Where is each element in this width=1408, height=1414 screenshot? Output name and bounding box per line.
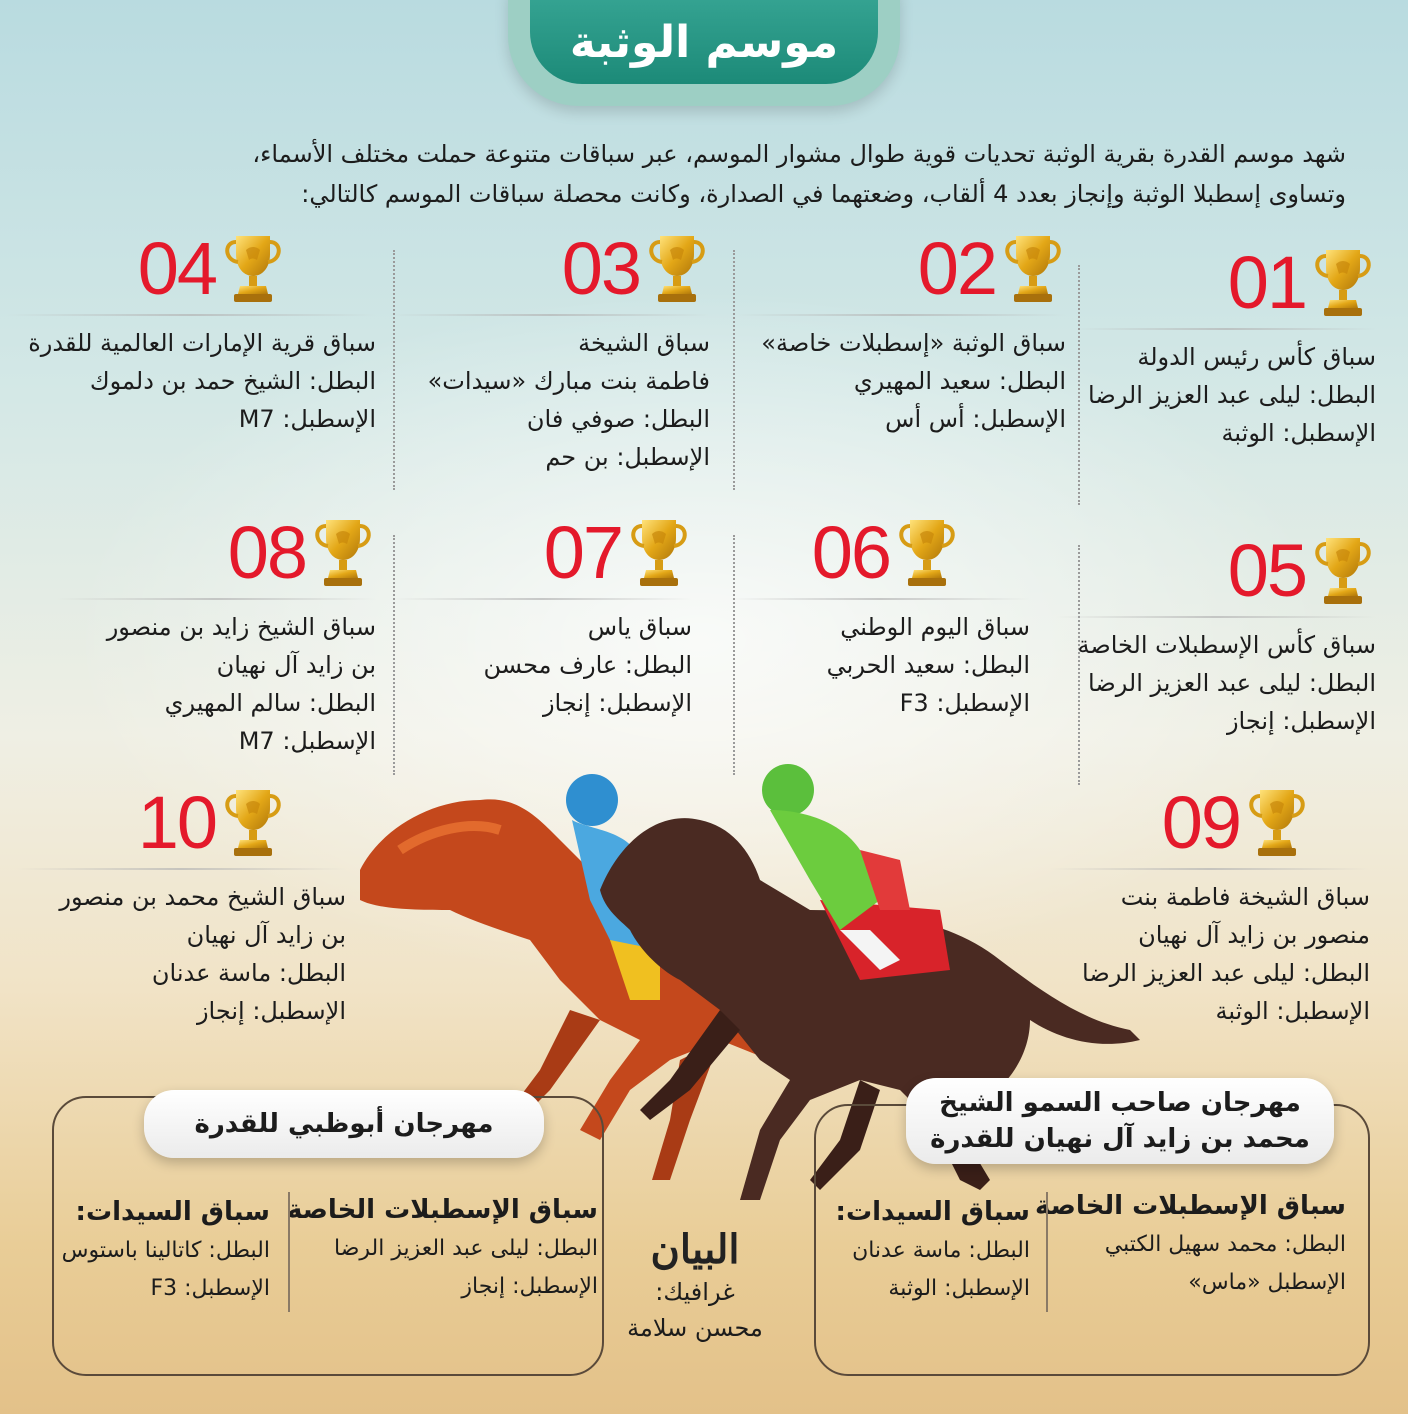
race-stable: الإسطبل: M7 [238,405,376,433]
race-title: سباق كأس رئيس الدولة [1137,343,1376,371]
section-champion: البطل: كاتالينا باستوس [61,1238,270,1263]
race-card-02 [736,228,1066,438]
race-rule [392,598,692,600]
race-champion: البطل: سعيد الحربي [826,651,1030,679]
race-number: 03 [561,227,640,310]
race-rule [16,868,346,870]
trophy-icon [644,230,710,306]
section-champion: البطل: ليلى عبد العزيز الرضا [334,1236,598,1261]
race-champion: البطل: ليلى عبد العزيز الرضا [1088,669,1376,697]
race-number: 02 [917,227,996,310]
race-champion: البطل: سالم المهيري [164,689,376,717]
race-title: سباق الشيخة فاطمة بنت [1120,883,1370,911]
race-champion: البطل: سعيد المهيري [853,367,1066,395]
race-champion: البطل: عارف محسن [483,651,692,679]
trophy-icon [1244,784,1310,860]
graphic-credit [600,1226,790,1346]
trophy-icon [1310,244,1376,320]
race-card-01 [1076,242,1376,452]
race-title: سباق اليوم الوطني [840,613,1030,641]
page-title: موسم الوثبة [569,16,839,68]
race-number: 01 [1227,241,1306,324]
race-rule [736,314,1066,316]
race-header [6,227,376,310]
race-number: 04 [137,227,216,310]
section-stable: الإسطبل: F3 [150,1276,270,1301]
race-card-05 [1056,530,1376,740]
race-header [392,511,692,594]
race-title-cont: بن زايد آل نهيان [216,651,376,679]
race-header [1056,529,1376,612]
race-champion: البطل: ليلى عبد العزيز الرضا [1082,959,1370,987]
race-stable: الإسطبل: إنجاز [196,997,346,1025]
section-stable: الإسطبل «ماس» [1188,1270,1346,1295]
race-card-04 [6,228,376,438]
race-champion: البطل: صوفي فان [526,405,710,433]
mbz-ladies [810,1192,1030,1308]
section-stable: الإسطبل: إنجاز [461,1274,598,1299]
mbz-festival-title [906,1078,1334,1164]
race-rule [56,598,376,600]
race-title: سباق الوثبة «إسطبلات خاصة» [761,329,1066,357]
race-card-07 [392,512,692,722]
festival-title-text: مهرجان أبوظبي للقدرة [194,1109,494,1139]
race-rule [6,314,376,316]
race-rule [730,598,1030,600]
abudhabi-ladies [60,1192,270,1308]
credit-label: غرافيك: [655,1278,735,1306]
race-title: سباق ياس [587,613,692,641]
albayan-logo: البيان [650,1226,740,1273]
race-stable: الإسطبل: إنجاز [1226,707,1376,735]
race-number: 08 [227,511,306,594]
race-number: 05 [1227,529,1306,612]
race-header [1076,241,1376,324]
race-title: سباق كأس الإسطبلات الخاصة [1077,631,1376,659]
race-stable: الإسطبل: أس أس [885,405,1066,433]
section-title: سباق السيدات: [75,1197,270,1227]
abudhabi-festival-title [144,1090,544,1158]
race-header [56,511,376,594]
intro-line: وتساوى إسطبلا الوثبة وإنجاز بعدد 4 ألقاب، وضعتهما في الصدارة، وكانت محصلة سباقات الموسم كالتالي: [301,180,1346,208]
race-header [736,227,1066,310]
race-title: سباق الشيخ زايد بن منصور [106,613,376,641]
intro-line: شهد موسم القدرة بقرية الوثبة تحديات قوية طوال مشوار الموسم، عبر سباقات متنوعة حملت مختلف الأسماء، [252,140,1346,168]
race-title: سباق قرية الإمارات العالمية للقدرة [28,329,376,357]
column-divider [733,250,735,490]
race-champion: البطل: الشيخ حمد بن دلموك [89,367,376,395]
mbz-private-stables [1034,1186,1346,1302]
race-stable: الإسطبل: الوثبة [1221,419,1376,447]
festival-title-text: محمد بن زايد آل نهيان للقدرة [930,1124,1310,1154]
race-header [730,511,1030,594]
race-stable: الإسطبل: الوثبة [1215,997,1370,1025]
race-stable: الإسطبل: إنجاز [542,689,692,717]
race-title: سباق الشيخة [578,329,710,357]
trophy-icon [310,514,376,590]
race-rule [1056,616,1376,618]
race-champion: البطل: ليلى عبد العزيز الرضا [1088,381,1376,409]
section-champion: البطل: محمد سهيل الكتبي [1104,1232,1346,1257]
race-stable: الإسطبل: بن حم [545,443,710,471]
race-number: 09 [1161,781,1240,864]
section-divider [1046,1192,1048,1312]
race-stable: الإسطبل: F3 [899,689,1030,717]
trophy-icon [220,230,286,306]
race-stable: الإسطبل: M7 [238,727,376,755]
section-title: سباق الإسطبلات الخاصة [1034,1191,1346,1221]
race-title-cont: منصور بن زايد آل نهيان [1138,921,1370,949]
race-card-03 [390,228,710,476]
section-title: سباق الإسطبلات الخاصة [286,1195,598,1225]
race-card-06 [730,512,1030,722]
credit-name: محسن سلامة [627,1314,763,1342]
race-rule [1076,328,1376,330]
trophy-icon [626,514,692,590]
section-title: سباق السيدات: [835,1197,1030,1227]
race-champion: البطل: ماسة عدنان [151,959,346,987]
abudhabi-private-stables [286,1190,598,1306]
race-header [390,227,710,310]
race-number: 07 [543,511,622,594]
race-number: 10 [137,781,216,864]
intro-paragraph [126,134,1346,214]
race-card-10 [16,782,346,1030]
section-stable: الإسطبل: الوثبة [888,1276,1030,1301]
race-title-cont: فاطمة بنت مبارك «سيدات» [427,367,710,395]
race-title: سباق الشيخ محمد بن منصور [59,883,346,911]
trophy-icon [1000,230,1066,306]
festival-title-text: مهرجان صاحب السمو الشيخ [939,1088,1301,1118]
race-number: 06 [811,511,890,594]
section-champion: البطل: ماسة عدنان [852,1238,1030,1263]
trophy-icon [1310,532,1376,608]
race-title-cont: بن زايد آل نهيان [186,921,346,949]
trophy-icon [894,514,960,590]
trophy-icon [220,784,286,860]
race-rule [390,314,710,316]
race-header [16,781,346,864]
page-title-banner [530,0,878,84]
section-divider [288,1192,290,1312]
race-card-08 [56,512,376,760]
